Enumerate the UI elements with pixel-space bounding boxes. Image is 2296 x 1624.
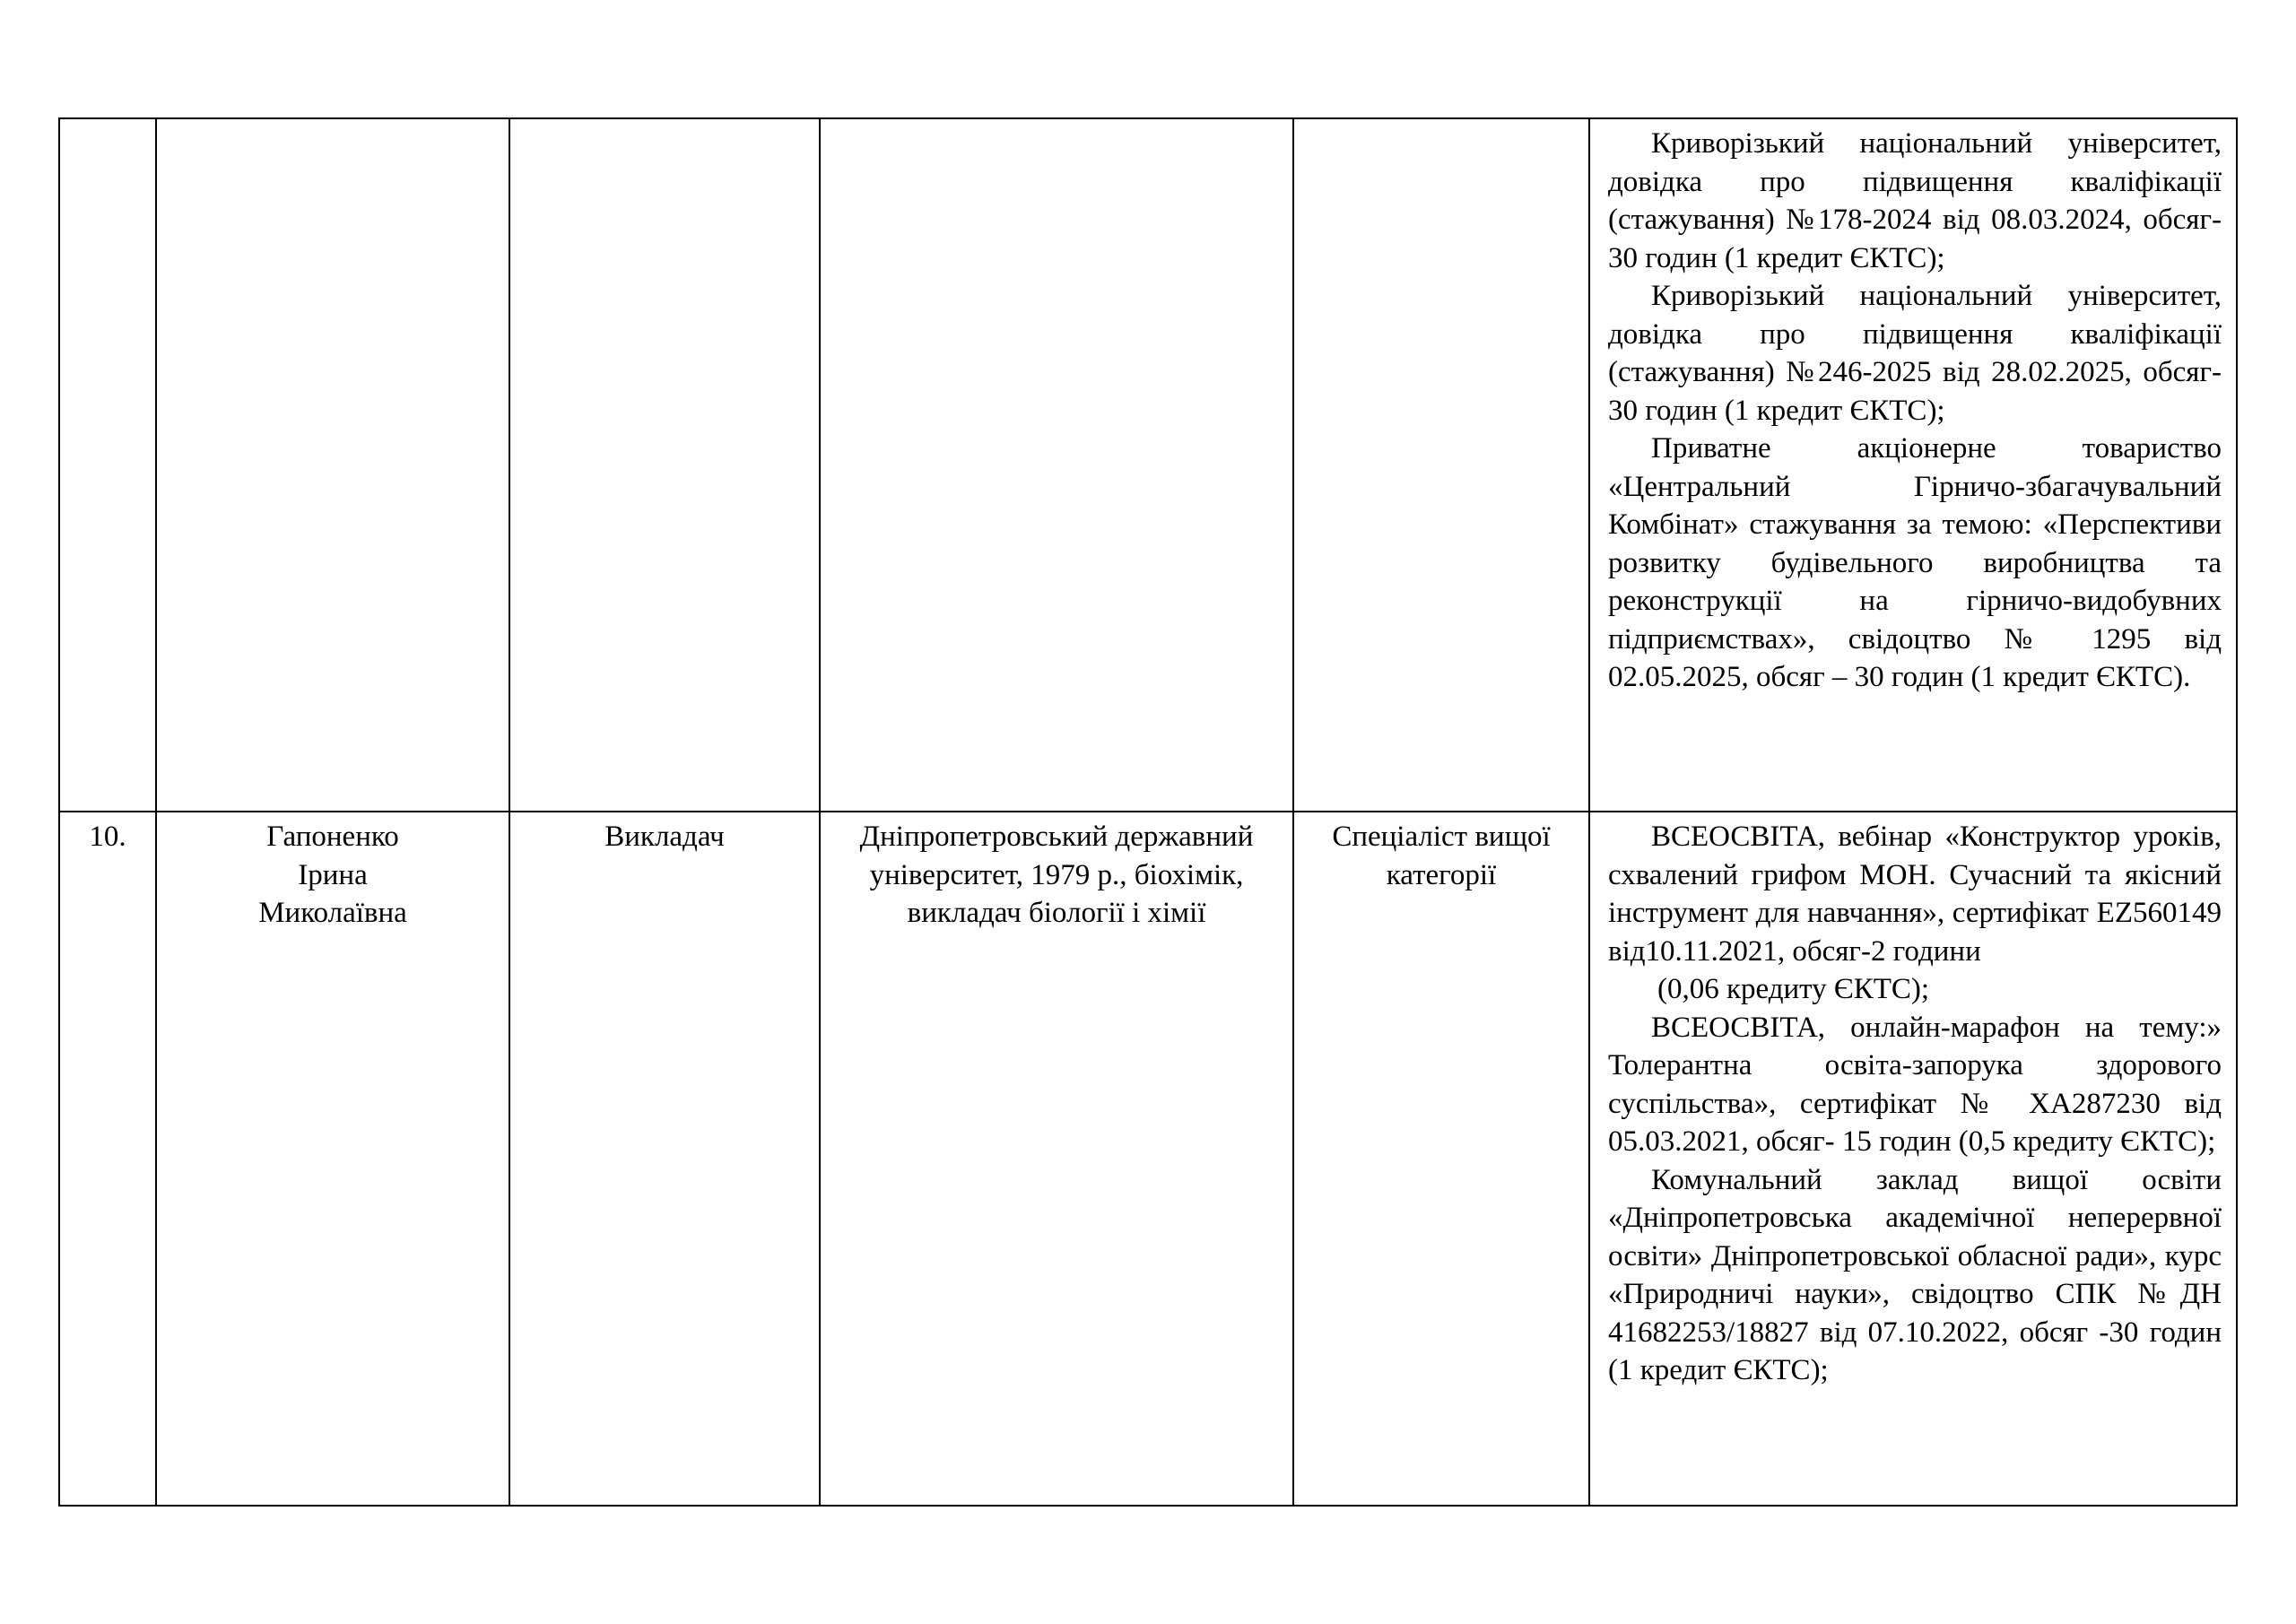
qualification-entry: Криворізький національний університет, довідка про підвищення кваліфікації (стажування) №178-2024 від 08.03.2024, обсяг- 30 годин (1 кредит ЄКТС); xyxy=(1608,127,2222,274)
qualification-entry: Приватне акціонерне товариство «Центральний Гірничо-збагачувальний Комбінат» стажування за темою: «Перспективи розвитку будівельного виробництва та реконструкції на гірничо-видобувних підприємствах», свідоцтво № 1295 від 02.05.2025, обсяг – 30 годин (1 кредит ЄКТС). xyxy=(1608,432,2222,693)
qualification-history xyxy=(1589,812,2237,1506)
employee-patronymic: Миколаївна xyxy=(258,897,407,929)
qualification-entry: Комунальний заклад вищої освіти «Дніпропетровська академічної неперервної освіти» Дніпропетровської обласної ради», курс «Природничі науки», свідоцтво СПК №ДН 41682253/18827 від 07.10.2022, обсяг -30 годин (1 кредит ЄКТС); xyxy=(1608,1163,2222,1386)
employee-education: Дніпропетровський державний університет, 1979 р., біохімік, викладач біології і хімії xyxy=(820,812,1293,1506)
employee-name xyxy=(156,118,509,812)
employee-name xyxy=(156,812,509,1506)
employee-position xyxy=(509,118,820,812)
table-row xyxy=(59,812,2237,1506)
qualification-credit-note: (0,06 кредиту ЄКТС); xyxy=(1657,973,1930,1005)
employee-category xyxy=(1293,118,1589,812)
employee-category: Спеціаліст вищої категорії xyxy=(1293,812,1589,1506)
employee-surname: Гапоненко xyxy=(266,821,399,853)
employee-first-name: Ірина xyxy=(298,858,368,891)
qualification-entry: ВСЕОСВІТА, вебінар «Конструктор уроків, схвалений грифом МОН. Сучасний та якісний інструмент для навчання», сертифікат EZ560149 від10.11.2021, обсяг-2 години xyxy=(1608,821,2222,968)
employee-position: Викладач xyxy=(509,812,820,1506)
qualification-entry: Криворізький національний університет, довідка про підвищення кваліфікації (стажування) №246-2025 від 28.02.2025, обсяг- 30 годин (1 кредит ЄКТС); xyxy=(1608,280,2222,427)
row-number xyxy=(59,118,156,812)
qualification-entry: ВСЕОСВІТА, онлайн-марафон на тему:» Толерантна освіта-запорука здорового суспільства», сертифікат № ХА287230 від 05.03.2021, обсяг- 15 годин (0,5 кредиту ЄКТС); xyxy=(1608,1011,2222,1158)
table-row xyxy=(59,118,2237,812)
row-number: 10. xyxy=(59,812,156,1506)
employee-education xyxy=(820,118,1293,812)
qualification-history xyxy=(1589,118,2237,812)
staff-qualification-table xyxy=(58,117,2238,1507)
